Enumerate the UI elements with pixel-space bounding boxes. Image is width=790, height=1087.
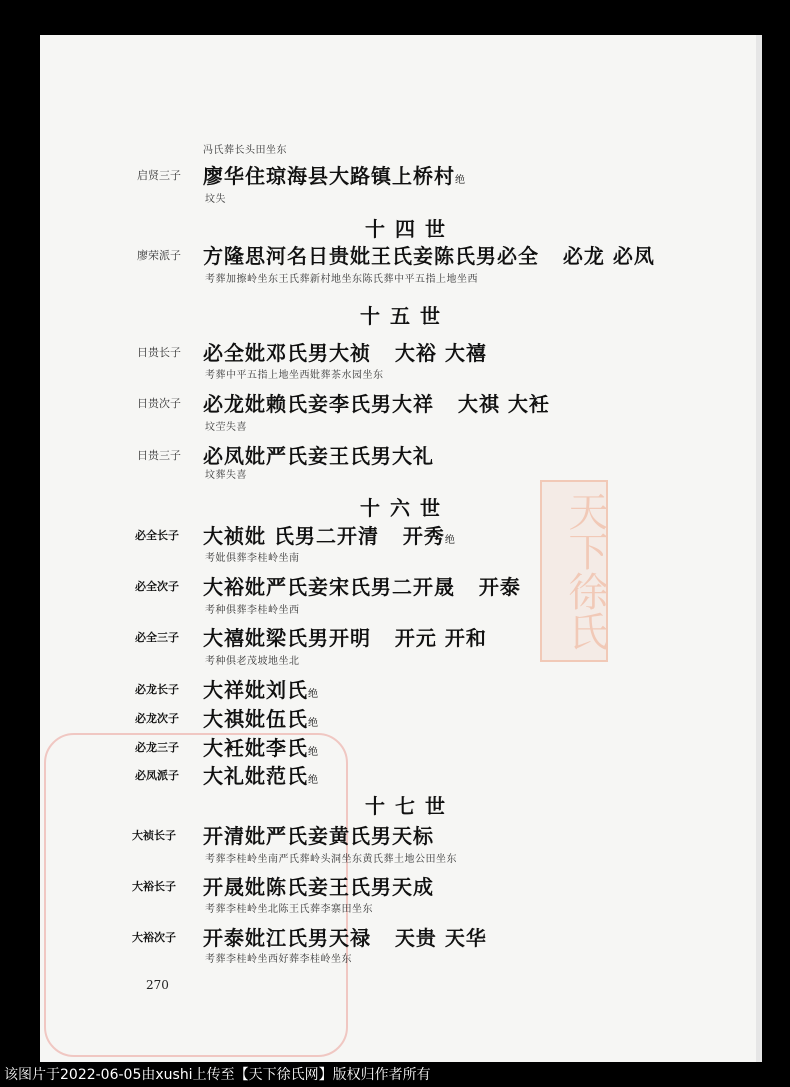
burial-note: 坟茔失喜	[205, 422, 247, 433]
relation-label: 大裕长子	[132, 880, 176, 893]
genealogy-entry: 大祯妣 氏男二开清 开秀绝	[203, 524, 455, 548]
genealogy-entry: 大裕妣严氏妾宋氏男二开晟 开泰	[203, 575, 521, 599]
generation-heading: 十四世	[365, 217, 455, 241]
relation-label: 必龙三子	[135, 741, 179, 754]
genealogy-entry: 必龙妣赖氏妾李氏男大祥 大祺 大衽	[203, 392, 550, 416]
burial-note: 考葬李桂岭坐西好葬李桂岭坐东	[205, 954, 352, 965]
relation-label: 必全长子	[135, 529, 179, 542]
generation-heading: 十五世	[360, 304, 450, 328]
burial-note: 坟葬失喜	[205, 470, 247, 481]
burial-note: 坟失	[205, 194, 226, 205]
generation-heading: 十七世	[365, 794, 455, 818]
relation-label: 必凤派子	[135, 769, 179, 782]
watermark-box: 天下徐氏	[540, 480, 608, 662]
relation-label: 大裕次子	[132, 931, 176, 944]
relation-label: 大祯长子	[132, 829, 176, 842]
relation-label: 日贵三子	[137, 449, 181, 462]
burial-note: 考种俱葬李桂岭坐西	[205, 605, 300, 616]
relation-label: 廖荣派子	[137, 249, 181, 262]
relation-label: 日贵次子	[137, 397, 181, 410]
relation-label: 必龙次子	[135, 712, 179, 725]
relation-label: 日贵长子	[137, 346, 181, 359]
relation-label: 必全三子	[135, 631, 179, 644]
generation-heading: 十六世	[360, 496, 450, 520]
burial-note: 考种俱老茂坡地坐北	[205, 656, 300, 667]
genealogy-entry: 大衽妣李氏绝	[203, 736, 318, 760]
genealogy-entry: 大祺妣伍氏绝	[203, 707, 318, 731]
genealogy-entry: 廖华住琼海县大路镇上桥村绝	[203, 164, 465, 188]
genealogy-entry: 开泰妣江氏男天禄 天贵 天华	[203, 926, 487, 950]
relation-label: 必全次子	[135, 580, 179, 593]
relation-label: 必龙长子	[135, 683, 179, 696]
burial-note: 考妣俱葬李桂岭坐南	[205, 553, 300, 564]
burial-note: 考葬加擦岭坐东王氏葬新村地坐东陈氏葬中平五指上地坐西	[205, 274, 478, 285]
genealogy-entry: 必全妣邓氏男大祯 大裕 大禧	[203, 341, 487, 365]
burial-note: 考葬李桂岭坐北陈王氏葬李寨田坐东	[205, 904, 373, 915]
genealogy-entry: 方隆思河名日贵妣王氏妾陈氏男必全 必龙 必凤	[203, 244, 655, 268]
burial-note: 考葬李桂岭坐南严氏葬岭头洞坐东黄氏葬土地公田坐东	[205, 854, 457, 865]
genealogy-entry: 大礼妣范氏绝	[203, 764, 318, 788]
upload-footer: 该图片于2022-06-05由xushi上传至【天下徐氏网】版权归作者所有	[0, 1063, 790, 1087]
header-note: 冯氏葬长头田坐东	[203, 145, 287, 156]
genealogy-entry: 大祥妣刘氏绝	[203, 678, 318, 702]
genealogy-entry: 开清妣严氏妾黄氏男天标	[203, 824, 434, 848]
genealogy-entry: 开晟妣陈氏妾王氏男天成	[203, 875, 434, 899]
genealogy-entry: 大禧妣梁氏男开明 开元 开和	[203, 626, 487, 650]
burial-note: 考葬中平五指上地坐西妣葬茶水园坐东	[205, 370, 384, 381]
relation-label: 启贤三子	[137, 169, 181, 182]
genealogy-entry: 必凤妣严氏妾王氏男大礼	[203, 444, 434, 468]
page-number: 270	[146, 978, 169, 992]
